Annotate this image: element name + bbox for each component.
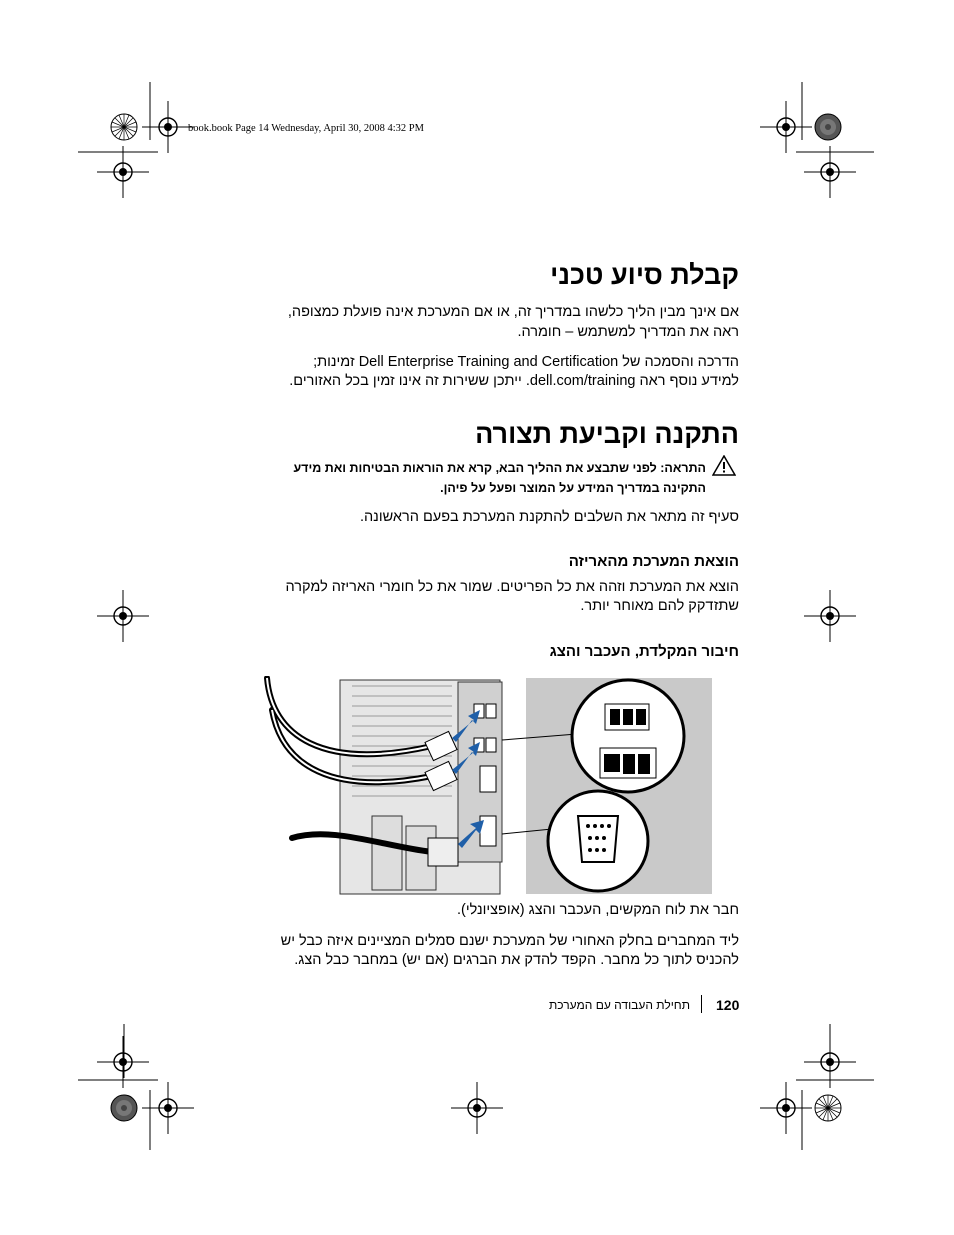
section-title-help: קבלת סיוע טכני bbox=[550, 260, 739, 290]
help-para1-line2: ראה את המדריך למשתמש – חומרה. bbox=[517, 324, 739, 340]
connect-caption: חבר את לוח המקשים, העכבר והצג (אופציונלי). bbox=[456, 902, 739, 918]
section-title-connect: חיבור המקלדת, העכבר והצג bbox=[549, 643, 739, 660]
install-intro: סעיף זה מתאר את השלבים להתקנת המערכת בפעם הראשונה. bbox=[359, 509, 739, 525]
footer-divider bbox=[701, 995, 702, 1013]
unpack-line2: שתזדקק להם מאוחר יותר. bbox=[580, 598, 739, 614]
file-info-header: book.book Page 14 Wednesday, April 30, 2008 4:32 PM bbox=[188, 123, 424, 134]
unpack-line1: הוצא את המערכת וזהה את כל הפריטים. שמור את כל חומרי האריזה למקרה bbox=[285, 579, 739, 595]
caution-icon bbox=[712, 455, 736, 476]
connect-para-line1: ליד המחברים בחלק האחורי של המערכת ישנם סמלים המציינים איזה כבל יש bbox=[280, 933, 739, 949]
footer-chapter: תחילת העבודה עם המערכת bbox=[549, 998, 690, 1012]
help-para1-line1: אם אינך מבין הליך כלשהו במדריך זה, או אם המערכת אינה פועלת כמצופה, bbox=[287, 304, 739, 320]
connect-para-line2: להכניס לתוך כל מחבר. הקפד להדק את הברגים (אם יש) במחבר כבל הצג. bbox=[294, 952, 739, 968]
caution-line2: התקינה במדריך המידע על המוצר ופעל על פיהן. bbox=[440, 481, 706, 495]
help-para2-line1: הדרכה והסמכה של Dell Enterprise Training and Certification זמינות; bbox=[313, 354, 739, 370]
help-para2-line2: למידע נוסף ראה dell.com/training. ייתכן ששירות זה אינו זמין בכל האזורים. bbox=[289, 373, 739, 389]
connection-illustration bbox=[262, 676, 714, 896]
section-title-install: התקנה וקביעת תצורה bbox=[475, 419, 739, 449]
section-title-unpack: הוצאת המערכת מהאריזה bbox=[568, 553, 739, 570]
caution-line1: התראה: לפני שתבצע את ההליך הבא, קרא את הוראות הבטיחות ואת מידע bbox=[293, 461, 706, 475]
footer-page-number: 120 bbox=[716, 997, 740, 1013]
